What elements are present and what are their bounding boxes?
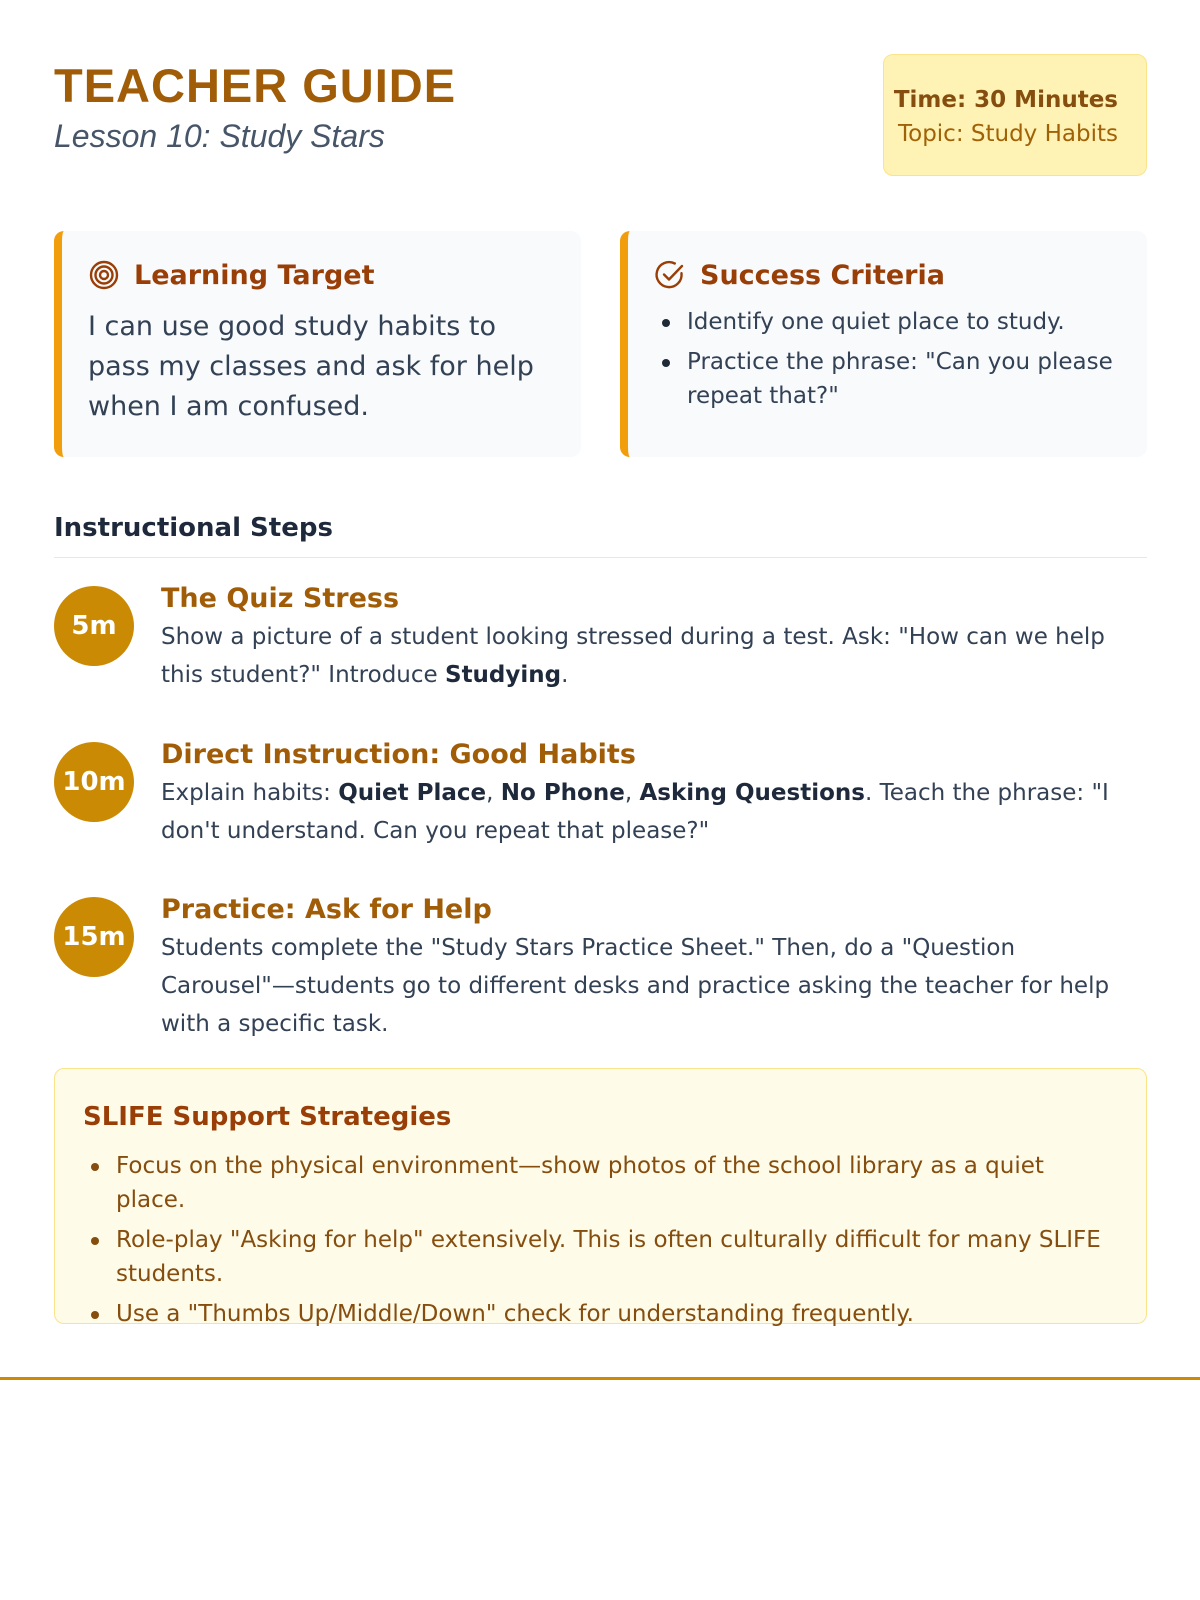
list-item: Use a "Thumbs Up/Middle/Down" check for understanding frequently. bbox=[83, 1297, 1118, 1331]
slife-list bbox=[83, 1149, 1118, 1331]
step-title: Direct Instruction: Good Habits bbox=[161, 739, 636, 770]
slife-support-box bbox=[54, 1068, 1147, 1327]
learning-target-header bbox=[88, 257, 555, 293]
step-body bbox=[161, 739, 1151, 850]
divider bbox=[54, 557, 1147, 558]
check-circle-icon bbox=[654, 259, 686, 291]
step-body bbox=[161, 894, 1151, 1043]
header bbox=[54, 54, 1147, 178]
success-criteria-list bbox=[654, 305, 1121, 413]
description-text: , bbox=[624, 780, 640, 806]
step-title: Practice: Ask for Help bbox=[161, 894, 492, 925]
description-text: Explain habits: bbox=[161, 780, 339, 806]
page-title: TEACHER GUIDE bbox=[54, 59, 457, 112]
slife-title: SLIFE Support Strategies bbox=[83, 1102, 452, 1132]
description-text: . bbox=[561, 662, 569, 688]
list-item: Focus on the physical environment—show photos of the school library as a quiet place. bbox=[83, 1149, 1118, 1217]
step-description bbox=[161, 774, 1151, 850]
success-criteria-card bbox=[620, 231, 1147, 457]
list-item: Practice the phrase: "Can you please repeat that?" bbox=[654, 345, 1121, 413]
learning-target-title: Learning Target bbox=[134, 259, 375, 291]
step-title: The Quiz Stress bbox=[161, 583, 400, 614]
duration-badge: 5m bbox=[54, 586, 134, 666]
list-item: Identify one quiet place to study. bbox=[654, 305, 1121, 339]
emphasis-text: Asking Questions bbox=[639, 780, 865, 806]
description-text: Show a picture of a student looking stressed during a test. Ask: "How can we help this student?" Introduce bbox=[161, 624, 1105, 688]
success-criteria-header bbox=[654, 257, 1121, 293]
description-text: Students complete the "Study Stars Practice Sheet." Then, do a "Question Carousel"—students go to different desks and practice asking the teacher for help with a specific task. bbox=[161, 935, 1110, 1037]
success-criteria-title: Success Criteria bbox=[700, 259, 945, 291]
section-title: Instructional Steps bbox=[54, 513, 333, 543]
footer-divider bbox=[0, 1377, 1200, 1380]
lesson-topic: Topic: Study Habits bbox=[897, 121, 1118, 147]
step-description bbox=[161, 618, 1151, 694]
lesson-subtitle: Lesson 10: Study Stars bbox=[54, 118, 385, 154]
emphasis-text: Studying bbox=[445, 662, 562, 688]
lesson-time: Time: 30 Minutes bbox=[893, 87, 1118, 113]
duration-badge: 15m bbox=[54, 897, 134, 977]
step-body bbox=[161, 583, 1151, 694]
lesson-meta-box bbox=[883, 54, 1147, 176]
step-description bbox=[161, 929, 1151, 1043]
list-item: Role-play "Asking for help" extensively. This is often culturally difficult for many SLIFE students. bbox=[83, 1223, 1118, 1291]
emphasis-text: Quiet Place bbox=[338, 780, 487, 806]
learning-target-text: I can use good study habits to pass my classes and ask for help when I am confused. bbox=[88, 311, 534, 422]
learning-target-card bbox=[54, 231, 581, 457]
duration-badge: 10m bbox=[54, 742, 134, 822]
description-text: . Teach the phrase: "I don't understand. Can you repeat that please?" bbox=[161, 780, 1109, 844]
emphasis-text: No Phone bbox=[500, 780, 625, 806]
target-icon bbox=[88, 259, 120, 291]
description-text: , bbox=[486, 780, 501, 806]
